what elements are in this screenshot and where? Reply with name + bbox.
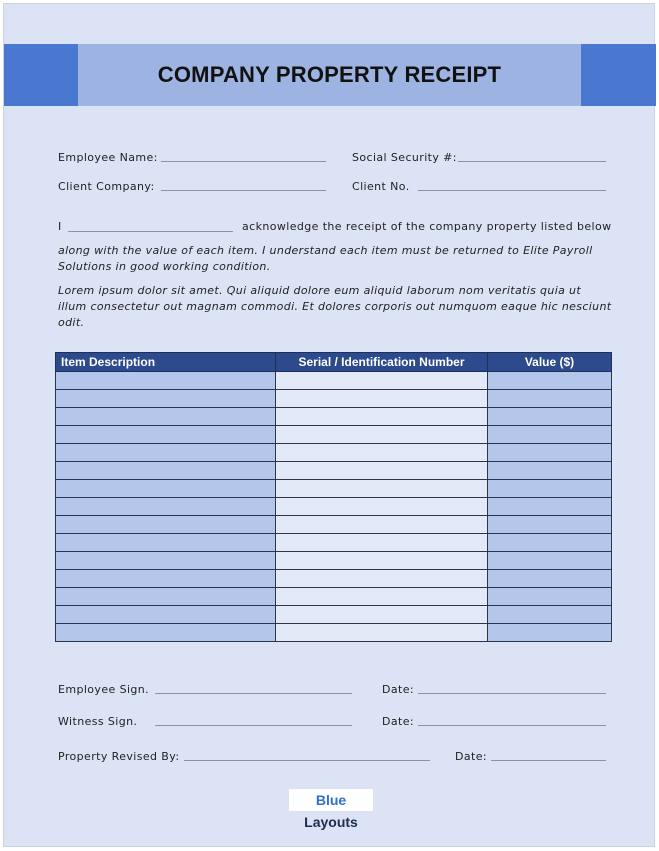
logo-word-layouts: Layouts bbox=[304, 814, 358, 830]
table-row bbox=[56, 516, 612, 534]
serial-number-cell[interactable] bbox=[276, 516, 488, 534]
date-label-3: Date: bbox=[455, 750, 487, 763]
client-no-field[interactable] bbox=[418, 190, 606, 191]
value-cell[interactable] bbox=[488, 498, 612, 516]
serial-number-cell[interactable] bbox=[276, 408, 488, 426]
value-cell[interactable] bbox=[488, 480, 612, 498]
value-cell[interactable] bbox=[488, 606, 612, 624]
header-item-description: Item Description bbox=[56, 353, 276, 372]
table-row bbox=[56, 552, 612, 570]
item-description-cell[interactable] bbox=[56, 606, 276, 624]
witness-sign-field[interactable] bbox=[155, 725, 352, 726]
table-row bbox=[56, 444, 612, 462]
date-field-2[interactable] bbox=[418, 725, 606, 726]
title-banner bbox=[4, 44, 656, 106]
table-row bbox=[56, 426, 612, 444]
table-body bbox=[56, 372, 612, 642]
value-cell[interactable] bbox=[488, 390, 612, 408]
acknowledge-prefix: I bbox=[58, 220, 62, 233]
value-cell[interactable] bbox=[488, 444, 612, 462]
client-no-label: Client No. bbox=[352, 180, 410, 193]
page-title: COMPANY PROPERTY RECEIPT bbox=[157, 62, 502, 87]
table-row bbox=[56, 498, 612, 516]
lorem-line-3: odit. bbox=[58, 316, 85, 329]
item-description-cell[interactable] bbox=[56, 498, 276, 516]
employee-name-field[interactable] bbox=[161, 161, 326, 162]
value-cell[interactable] bbox=[488, 534, 612, 552]
date-label-2: Date: bbox=[382, 715, 414, 728]
serial-number-cell[interactable] bbox=[276, 534, 488, 552]
table-row bbox=[56, 534, 612, 552]
date-label-1: Date: bbox=[382, 683, 414, 696]
serial-number-cell[interactable] bbox=[276, 390, 488, 408]
banner-right-block bbox=[581, 44, 656, 106]
value-cell[interactable] bbox=[488, 462, 612, 480]
client-company-label: Client Company: bbox=[58, 180, 155, 193]
banner-left-block bbox=[4, 44, 78, 106]
item-description-cell[interactable] bbox=[56, 444, 276, 462]
blue-layouts-logo bbox=[289, 789, 373, 830]
value-cell[interactable] bbox=[488, 570, 612, 588]
acknowledge-line-2: along with the value of each item. I understand each item must be returned to Elite Payroll bbox=[58, 244, 593, 257]
table-row bbox=[56, 624, 612, 642]
item-description-cell[interactable] bbox=[56, 552, 276, 570]
header-serial-number: Serial / Identification Number bbox=[276, 353, 488, 372]
serial-number-cell[interactable] bbox=[276, 606, 488, 624]
header-value: Value ($) bbox=[488, 353, 612, 372]
lorem-line-1: Lorem ipsum dolor sit amet. Qui aliquid dolore eum aliquid laborum nom veritatis quia ut bbox=[58, 284, 582, 297]
serial-number-cell[interactable] bbox=[276, 570, 488, 588]
property-table bbox=[55, 352, 612, 642]
serial-number-cell[interactable] bbox=[276, 480, 488, 498]
value-cell[interactable] bbox=[488, 372, 612, 390]
value-cell[interactable] bbox=[488, 516, 612, 534]
acknowledge-line-3: Solutions in good working condition. bbox=[58, 260, 271, 273]
witness-sign-label: Witness Sign. bbox=[58, 715, 138, 728]
serial-number-cell[interactable] bbox=[276, 372, 488, 390]
serial-number-cell[interactable] bbox=[276, 624, 488, 642]
serial-number-cell[interactable] bbox=[276, 462, 488, 480]
lorem-line-2: illum consectetur out magnam commodi. Et dolores corporis out numquom eaque hic nesciunt bbox=[58, 300, 612, 313]
item-description-cell[interactable] bbox=[56, 570, 276, 588]
acknowledge-name-field[interactable] bbox=[68, 231, 233, 232]
serial-number-cell[interactable] bbox=[276, 552, 488, 570]
table-row bbox=[56, 390, 612, 408]
property-revised-label: Property Revised By: bbox=[58, 750, 180, 763]
table-row bbox=[56, 462, 612, 480]
serial-number-cell[interactable] bbox=[276, 444, 488, 462]
employee-sign-label: Employee Sign. bbox=[58, 683, 150, 696]
item-description-cell[interactable] bbox=[56, 426, 276, 444]
employee-name-label: Employee Name: bbox=[58, 151, 158, 164]
item-description-cell[interactable] bbox=[56, 372, 276, 390]
serial-number-cell[interactable] bbox=[276, 498, 488, 516]
value-cell[interactable] bbox=[488, 588, 612, 606]
item-description-cell[interactable] bbox=[56, 588, 276, 606]
date-field-1[interactable] bbox=[418, 693, 606, 694]
table-row bbox=[56, 588, 612, 606]
lorem-paragraph bbox=[58, 283, 618, 331]
item-description-cell[interactable] bbox=[56, 516, 276, 534]
value-cell[interactable] bbox=[488, 408, 612, 426]
acknowledge-text: acknowledge the receipt of the company property listed below bbox=[242, 220, 612, 233]
client-company-field[interactable] bbox=[161, 190, 326, 191]
item-description-cell[interactable] bbox=[56, 408, 276, 426]
item-description-cell[interactable] bbox=[56, 462, 276, 480]
table-header-row bbox=[56, 353, 612, 372]
item-description-cell[interactable] bbox=[56, 624, 276, 642]
date-field-3[interactable] bbox=[491, 760, 606, 761]
table-row bbox=[56, 570, 612, 588]
item-description-cell[interactable] bbox=[56, 480, 276, 498]
value-cell[interactable] bbox=[488, 552, 612, 570]
table-row bbox=[56, 408, 612, 426]
social-security-field[interactable] bbox=[458, 161, 606, 162]
value-cell[interactable] bbox=[488, 426, 612, 444]
table-row bbox=[56, 372, 612, 390]
serial-number-cell[interactable] bbox=[276, 588, 488, 606]
receipt-page bbox=[3, 3, 655, 847]
value-cell[interactable] bbox=[488, 624, 612, 642]
item-description-cell[interactable] bbox=[56, 534, 276, 552]
acknowledge-paragraph bbox=[58, 243, 618, 275]
item-description-cell[interactable] bbox=[56, 390, 276, 408]
table-row bbox=[56, 480, 612, 498]
table-row bbox=[56, 606, 612, 624]
social-security-label: Social Security #: bbox=[352, 151, 457, 164]
employee-sign-field[interactable] bbox=[155, 693, 352, 694]
property-revised-field[interactable] bbox=[184, 760, 430, 761]
serial-number-cell[interactable] bbox=[276, 426, 488, 444]
logo-word-blue: Blue bbox=[315, 792, 347, 808]
